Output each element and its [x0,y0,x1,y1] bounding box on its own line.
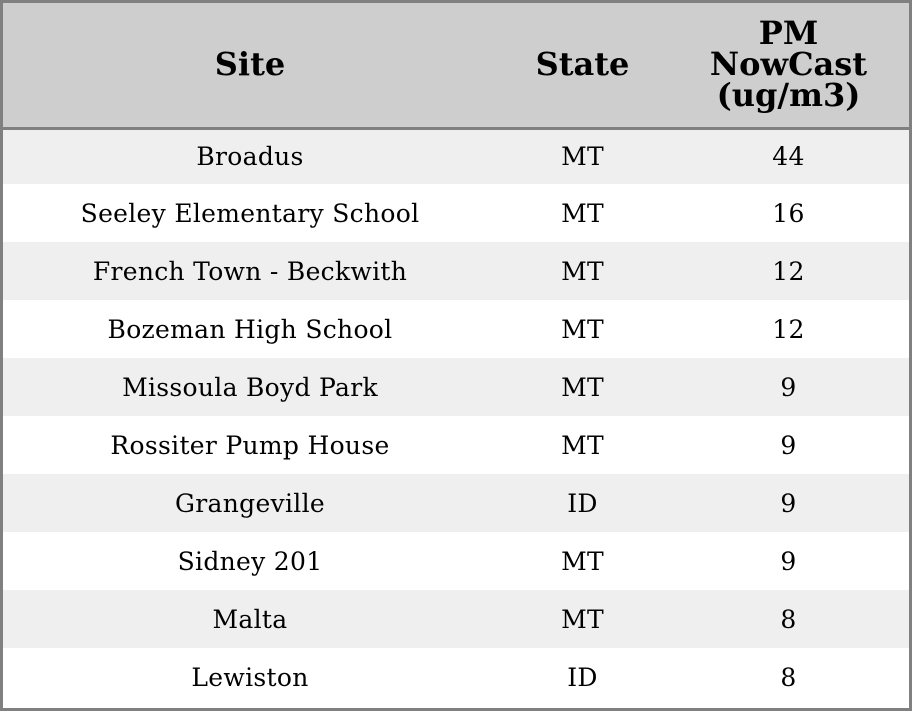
state-cell: ID [567,662,598,692]
pm-value-cell: 8 [780,662,797,692]
table-row [3,300,909,358]
pm-value-cell: 12 [772,256,805,286]
site-cell: Sidney 201 [177,546,323,576]
header-pm-line-2: NowCast [709,45,868,84]
header-site [3,3,497,128]
pm-value-cell: 9 [780,546,797,576]
pm-nowcast-table [3,3,909,706]
state-cell: MT [561,430,604,460]
site-cell: Lewiston [191,662,309,692]
pm-value-cell: 12 [772,314,805,344]
state-cell: MT [561,142,604,172]
table-row [3,184,909,242]
pm-value-cell: 16 [772,198,805,228]
table-row [3,648,909,706]
header-pm-line-1: PM [758,14,819,53]
state-cell: MT [561,546,604,576]
site-cell: Broadus [196,142,304,172]
state-cell: MT [561,256,604,286]
header-state [497,3,668,128]
state-cell: ID [567,488,598,518]
pm-value-cell: 9 [780,430,797,460]
pm-value-cell: 9 [780,372,797,402]
table-row [3,358,909,416]
pm-value-cell: 8 [780,604,797,634]
table-body [3,128,909,706]
pm-value-cell: 44 [772,142,805,172]
table-row [3,474,909,532]
site-cell: Seeley Elementary School [80,198,420,228]
pm-value-cell: 9 [780,488,797,518]
site-cell: Rossiter Pump House [110,430,390,460]
table-row [3,416,909,474]
table-row [3,590,909,648]
state-cell: MT [561,314,604,344]
header-row [3,3,909,128]
state-cell: MT [561,372,604,402]
header-site-label: Site [214,45,286,84]
header-state-label: State [535,45,630,84]
site-cell: French Town - Beckwith [92,256,408,286]
header-pm-line-3: (ug/m3) [716,76,861,115]
site-cell: Malta [212,604,288,634]
table-row [3,532,909,590]
table-row [3,128,909,184]
site-cell: Bozeman High School [107,314,393,344]
table-row [3,242,909,300]
state-cell: MT [561,198,604,228]
table-header [3,3,909,128]
state-cell: MT [561,604,604,634]
site-cell: Grangeville [175,488,325,518]
header-pm-nowcast [668,3,909,128]
site-cell: Missoula Boyd Park [122,372,378,402]
